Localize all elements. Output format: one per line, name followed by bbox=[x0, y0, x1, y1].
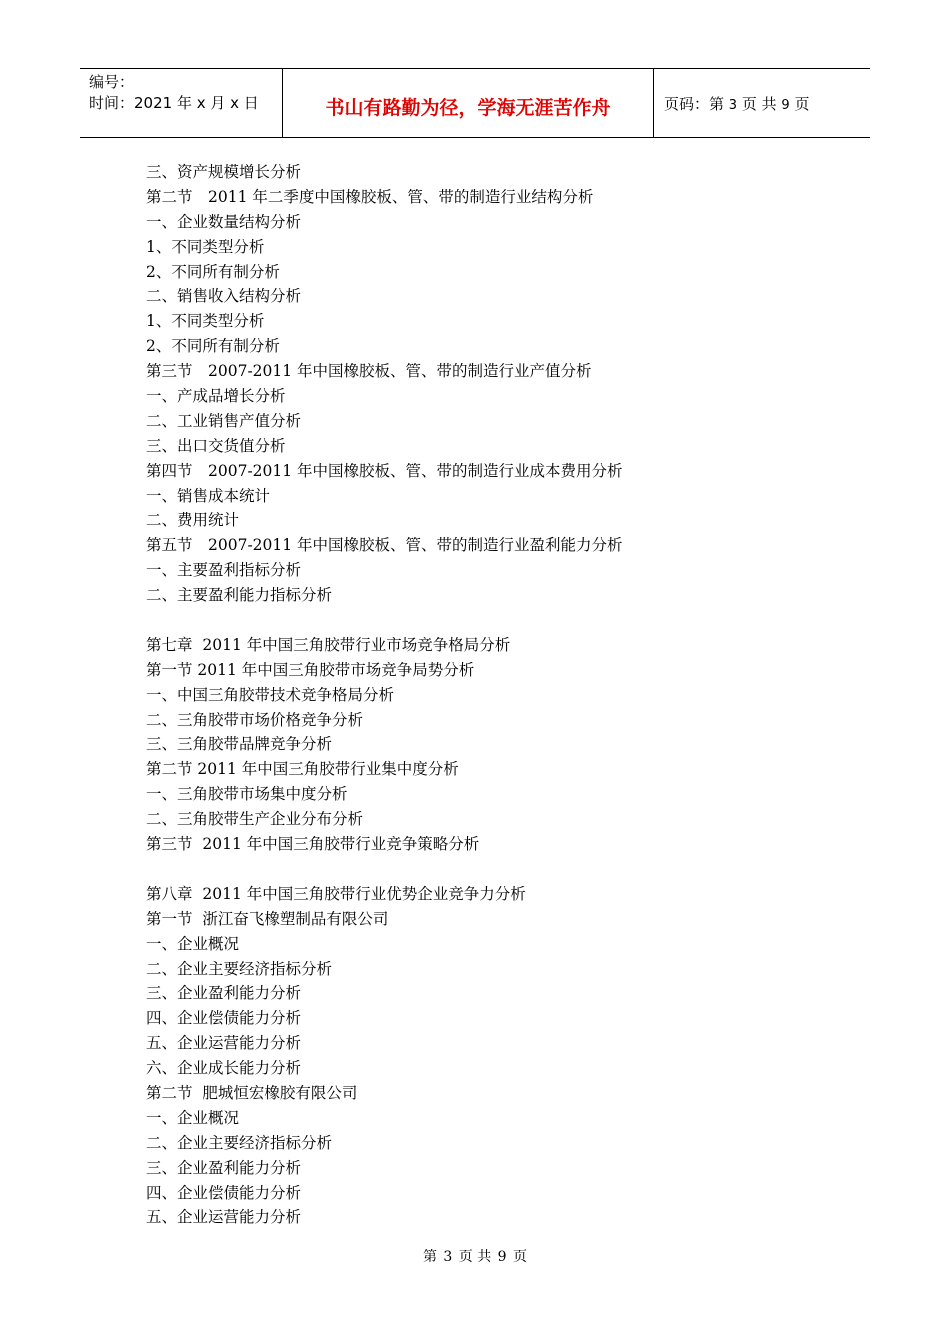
toc-line: 一、三角胶带市场集中度分析 bbox=[146, 785, 348, 804]
toc-line: 1、不同类型分析 bbox=[146, 237, 265, 256]
table-of-contents bbox=[146, 160, 846, 1230]
header-page-current: 3 bbox=[728, 98, 738, 113]
header-page-total: 9 bbox=[781, 98, 790, 113]
toc-line: 一、销售成本统计 bbox=[146, 486, 271, 505]
toc-line: 第八章 2011 年中国三角胶带行业优势企业竞争力分析 bbox=[146, 884, 526, 903]
blank-line bbox=[146, 608, 846, 633]
header-motto: 书山有路勤为径，学海无涯苦作舟 bbox=[282, 69, 654, 137]
toc-line: 二、三角胶带市场价格竞争分析 bbox=[146, 710, 364, 729]
toc-line: 一、主要盈利指标分析 bbox=[146, 561, 302, 580]
toc-line: 第五节 2007-2011 年中国橡胶板、管、带的制造行业盈利能力分析 bbox=[146, 536, 623, 555]
header-page-indicator bbox=[654, 69, 870, 137]
toc-line: 第七章 2011 年中国三角胶带行业市场竞争格局分析 bbox=[146, 635, 511, 654]
blank-line bbox=[146, 857, 846, 882]
toc-line: 2、不同所有制分析 bbox=[146, 262, 280, 281]
toc-line: 一、企业概况 bbox=[146, 1108, 240, 1127]
document-number-label: 编号： bbox=[89, 73, 135, 91]
toc-line: 三、企业盈利能力分析 bbox=[146, 984, 302, 1003]
toc-line: 一、产成品增长分析 bbox=[146, 387, 286, 406]
toc-line: 二、企业主要经济指标分析 bbox=[146, 959, 333, 978]
document-time: 时间：2021 年 x 月 x 日 bbox=[89, 94, 259, 112]
toc-line: 2、不同所有制分析 bbox=[146, 337, 280, 356]
toc-line: 一、企业数量结构分析 bbox=[146, 212, 302, 231]
footer-mid: 页 共 bbox=[458, 1249, 492, 1265]
toc-line: 二、费用统计 bbox=[146, 511, 240, 530]
header-page-mid: 页 共 bbox=[741, 95, 777, 113]
footer-page-total: 9 bbox=[497, 1249, 507, 1265]
toc-line: 三、三角胶带品牌竞争分析 bbox=[146, 735, 333, 754]
toc-line: 六、企业成长能力分析 bbox=[146, 1059, 302, 1078]
toc-line: 1、不同类型分析 bbox=[146, 312, 265, 331]
toc-line: 一、企业概况 bbox=[146, 934, 240, 953]
header-info bbox=[80, 69, 282, 137]
header-page-suffix: 页 bbox=[794, 95, 810, 113]
toc-line: 第二节 2011 年中国三角胶带行业集中度分析 bbox=[146, 760, 459, 779]
toc-line: 三、出口交货值分析 bbox=[146, 436, 286, 455]
toc-line: 第一节 2011 年中国三角胶带市场竞争局势分析 bbox=[146, 660, 475, 679]
toc-line: 第二节 肥城恒宏橡胶有限公司 bbox=[146, 1083, 358, 1102]
toc-line: 第四节 2007-2011 年中国橡胶板、管、带的制造行业成本费用分析 bbox=[146, 461, 623, 480]
page-footer bbox=[0, 1246, 950, 1266]
toc-line: 一、中国三角胶带技术竞争格局分析 bbox=[146, 685, 395, 704]
toc-line: 二、工业销售产值分析 bbox=[146, 411, 302, 430]
toc-line: 第二节 2011 年二季度中国橡胶板、管、带的制造行业结构分析 bbox=[146, 187, 594, 206]
toc-line: 第一节 浙江奋飞橡塑制品有限公司 bbox=[146, 909, 389, 928]
toc-line: 第三节 2007-2011 年中国橡胶板、管、带的制造行业产值分析 bbox=[146, 362, 592, 381]
toc-line: 三、企业盈利能力分析 bbox=[146, 1158, 302, 1177]
toc-line: 四、企业偿债能力分析 bbox=[146, 1009, 302, 1028]
footer-page-current: 3 bbox=[443, 1249, 453, 1265]
toc-line: 第三节 2011 年中国三角胶带行业竞争策略分析 bbox=[146, 835, 480, 854]
toc-line: 五、企业运营能力分析 bbox=[146, 1034, 302, 1053]
toc-line: 二、销售收入结构分析 bbox=[146, 287, 302, 306]
footer-prefix: 第 bbox=[422, 1249, 437, 1265]
toc-line: 五、企业运营能力分析 bbox=[146, 1208, 302, 1227]
header-page-prefix: 页码：第 bbox=[664, 95, 725, 113]
toc-line: 四、企业偿债能力分析 bbox=[146, 1183, 302, 1202]
page-header bbox=[80, 68, 870, 138]
toc-line: 二、主要盈利能力指标分析 bbox=[146, 586, 333, 605]
toc-line: 二、三角胶带生产企业分布分析 bbox=[146, 810, 364, 829]
footer-suffix: 页 bbox=[513, 1249, 528, 1265]
toc-line: 二、企业主要经济指标分析 bbox=[146, 1133, 333, 1152]
toc-line: 三、资产规模增长分析 bbox=[146, 163, 302, 181]
